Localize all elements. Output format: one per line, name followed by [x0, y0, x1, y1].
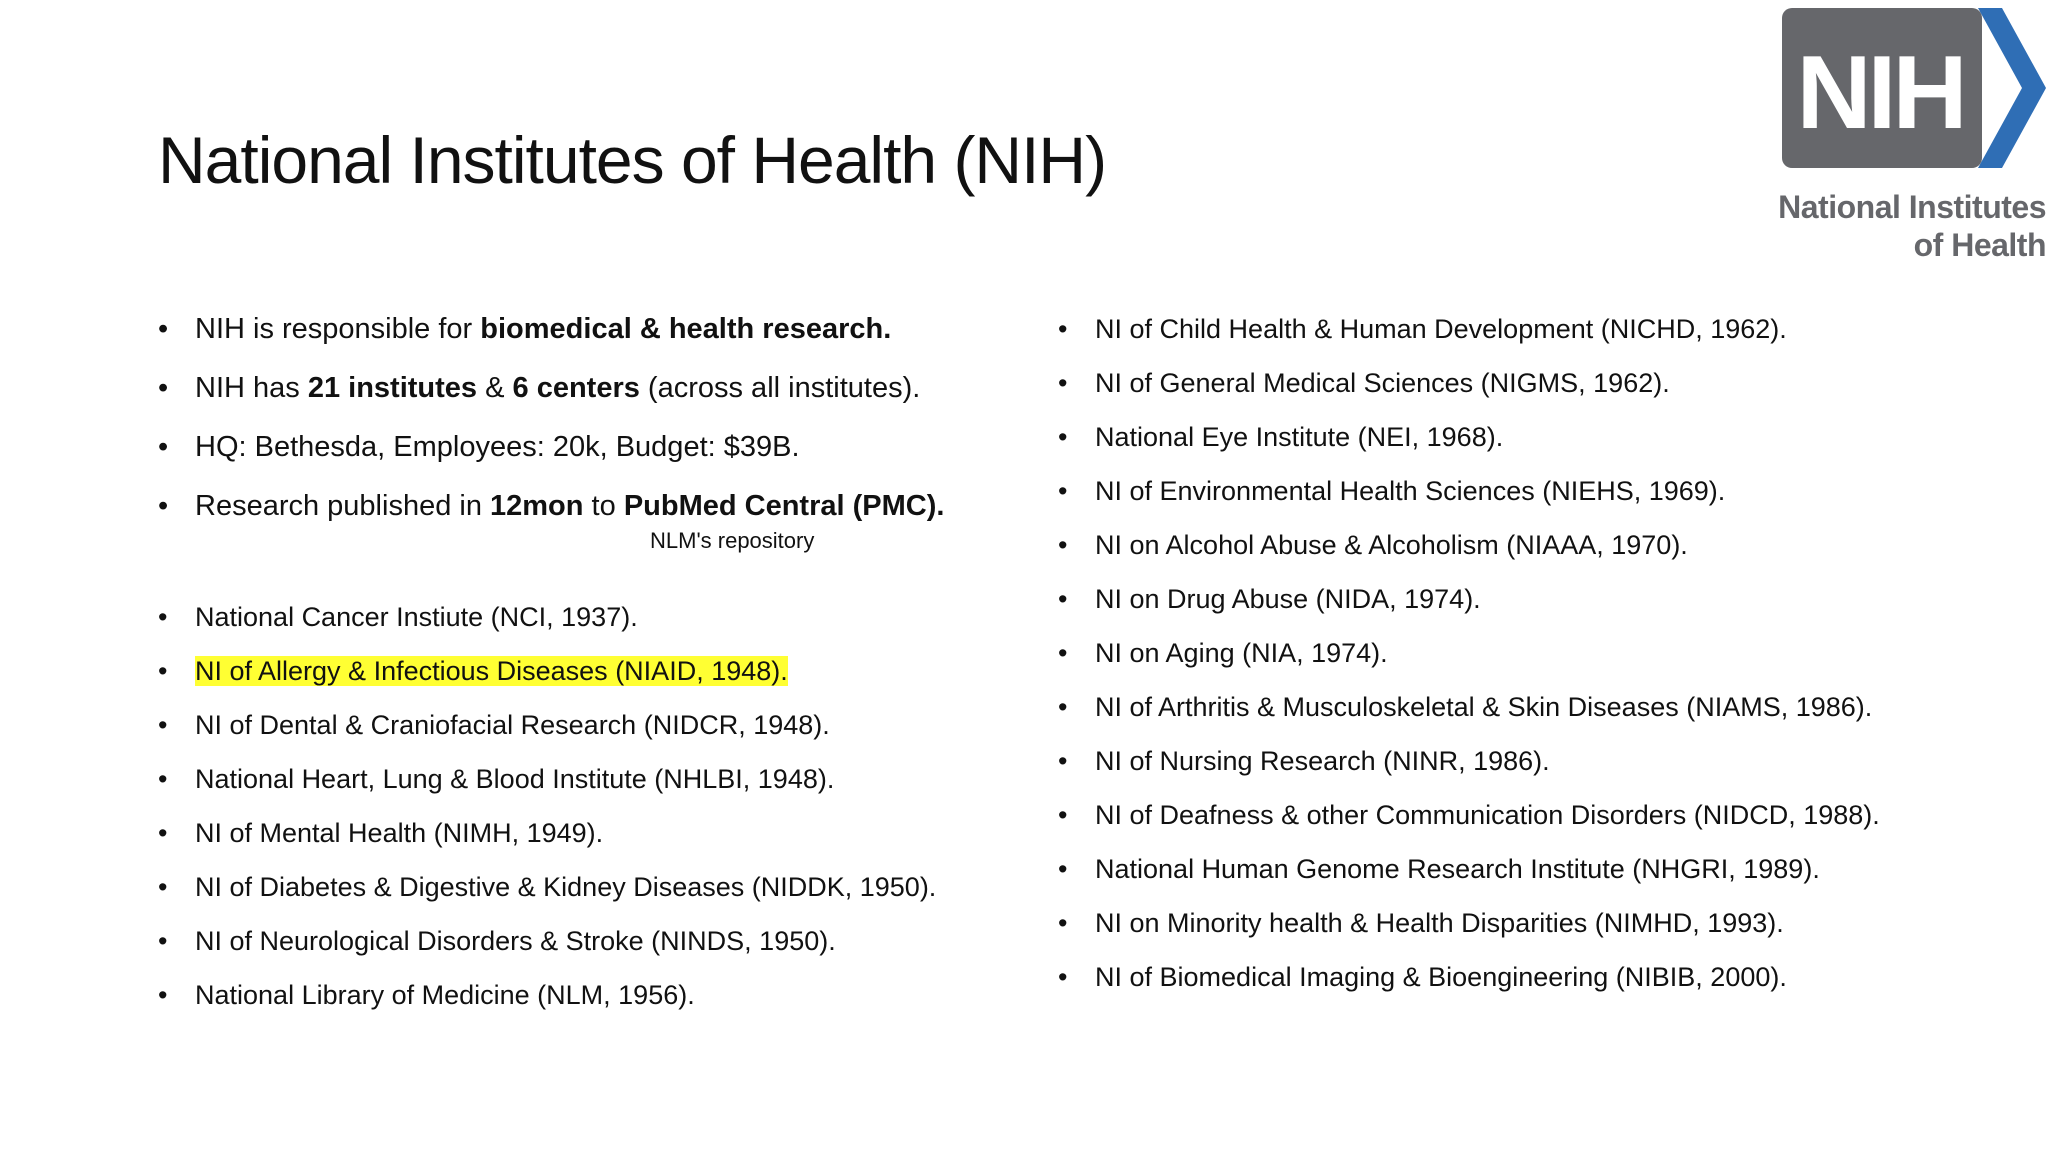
institute-label: NI of General Medical Sciences (NIGMS, 1962).	[1095, 368, 1670, 398]
summary-item: • Research published in 12mon to PubMed Central (PMC).	[195, 486, 944, 545]
institute-label: NI of Child Health & Human Development (NICHD, 1962).	[1095, 314, 1787, 344]
institute-label: NI on Alcohol Abuse & Alcoholism (NIAAA, 1970).	[1095, 530, 1688, 560]
institute-label-highlighted: NI of Allergy & Infectious Diseases (NIAID, 1948).	[195, 656, 788, 686]
summary-item: • NIH has 21 institutes & 6 centers (across all institutes).	[195, 368, 944, 427]
institute-item	[1095, 958, 1880, 1012]
institute-label: NI of Dental & Craniofacial Research (NIDCR, 1948).	[195, 710, 830, 740]
institute-item	[1095, 688, 1880, 742]
institute-item	[1095, 634, 1880, 688]
institute-item	[195, 598, 936, 652]
institute-item	[1095, 418, 1880, 472]
nih-logo-mark	[1750, 6, 2046, 176]
pmc-note: NLM's repository	[650, 528, 815, 553]
institute-item	[1095, 850, 1880, 904]
institute-label: National Human Genome Research Institute (NHGRI, 1989).	[1095, 854, 1820, 884]
institute-label: NI on Drug Abuse (NIDA, 1974).	[1095, 584, 1481, 614]
institute-label: NI on Minority health & Health Disparities (NIMHD, 1993).	[1095, 908, 1784, 938]
institute-item	[195, 922, 936, 976]
institute-label: NI of Environmental Health Sciences (NIEHS, 1969).	[1095, 476, 1726, 506]
institute-item	[195, 868, 936, 922]
institutes-list-left	[195, 598, 936, 1030]
institute-label: National Heart, Lung & Blood Institute (NHLBI, 1948).	[195, 764, 835, 794]
nih-logo	[1750, 6, 2046, 268]
institute-label: NI of Deafness & other Communication Disorders (NIDCD, 1988).	[1095, 800, 1880, 830]
institute-item	[1095, 364, 1880, 418]
institute-label: National Eye Institute (NEI, 1968).	[1095, 422, 1504, 452]
institute-item	[1095, 310, 1880, 364]
slide-title: National Institutes of Health (NIH)	[158, 123, 1107, 197]
chevron-right-icon	[1978, 8, 2046, 168]
institute-item	[195, 652, 936, 706]
institute-label: NI of Nursing Research (NINR, 1986).	[1095, 746, 1550, 776]
institute-item	[195, 976, 936, 1030]
institute-label: National Library of Medicine (NLM, 1956).	[195, 980, 695, 1010]
logo-line-2: of Health	[1913, 227, 2046, 263]
summary-list	[195, 309, 944, 545]
summary-item: • NIH is responsible for biomedical & health research.	[195, 309, 944, 368]
institute-label: NI of Arthritis & Musculoskeletal & Skin Diseases (NIAMS, 1986).	[1095, 692, 1873, 722]
institute-item	[1095, 472, 1880, 526]
institutes-list-right	[1095, 310, 1880, 1012]
summary-item: • HQ: Bethesda, Employees: 20k, Budget: $39B.	[195, 427, 944, 486]
institute-label: National Cancer Instiute (NCI, 1937).	[195, 602, 638, 632]
logo-wordmark	[1750, 188, 2046, 264]
institute-item	[1095, 742, 1880, 796]
institute-label: NI of Diabetes & Digestive & Kidney Diseases (NIDDK, 1950).	[195, 872, 937, 902]
institute-item	[195, 706, 936, 760]
institute-label: NI of Neurological Disorders & Stroke (NINDS, 1950).	[195, 926, 836, 956]
institute-label: NI of Mental Health (NIMH, 1949).	[195, 818, 604, 848]
institute-item	[1095, 526, 1880, 580]
institute-item	[1095, 580, 1880, 634]
institute-item	[195, 760, 936, 814]
institute-item	[195, 814, 936, 868]
institute-item	[1095, 904, 1880, 958]
logo-line-1: National Institutes	[1778, 189, 2046, 225]
institute-item	[1095, 796, 1880, 850]
institute-label: NI on Aging (NIA, 1974).	[1095, 638, 1388, 668]
institute-label: NI of Biomedical Imaging & Bioengineering (NIBIB, 2000).	[1095, 962, 1787, 992]
logo-mark-text: NIH	[1796, 35, 1964, 151]
